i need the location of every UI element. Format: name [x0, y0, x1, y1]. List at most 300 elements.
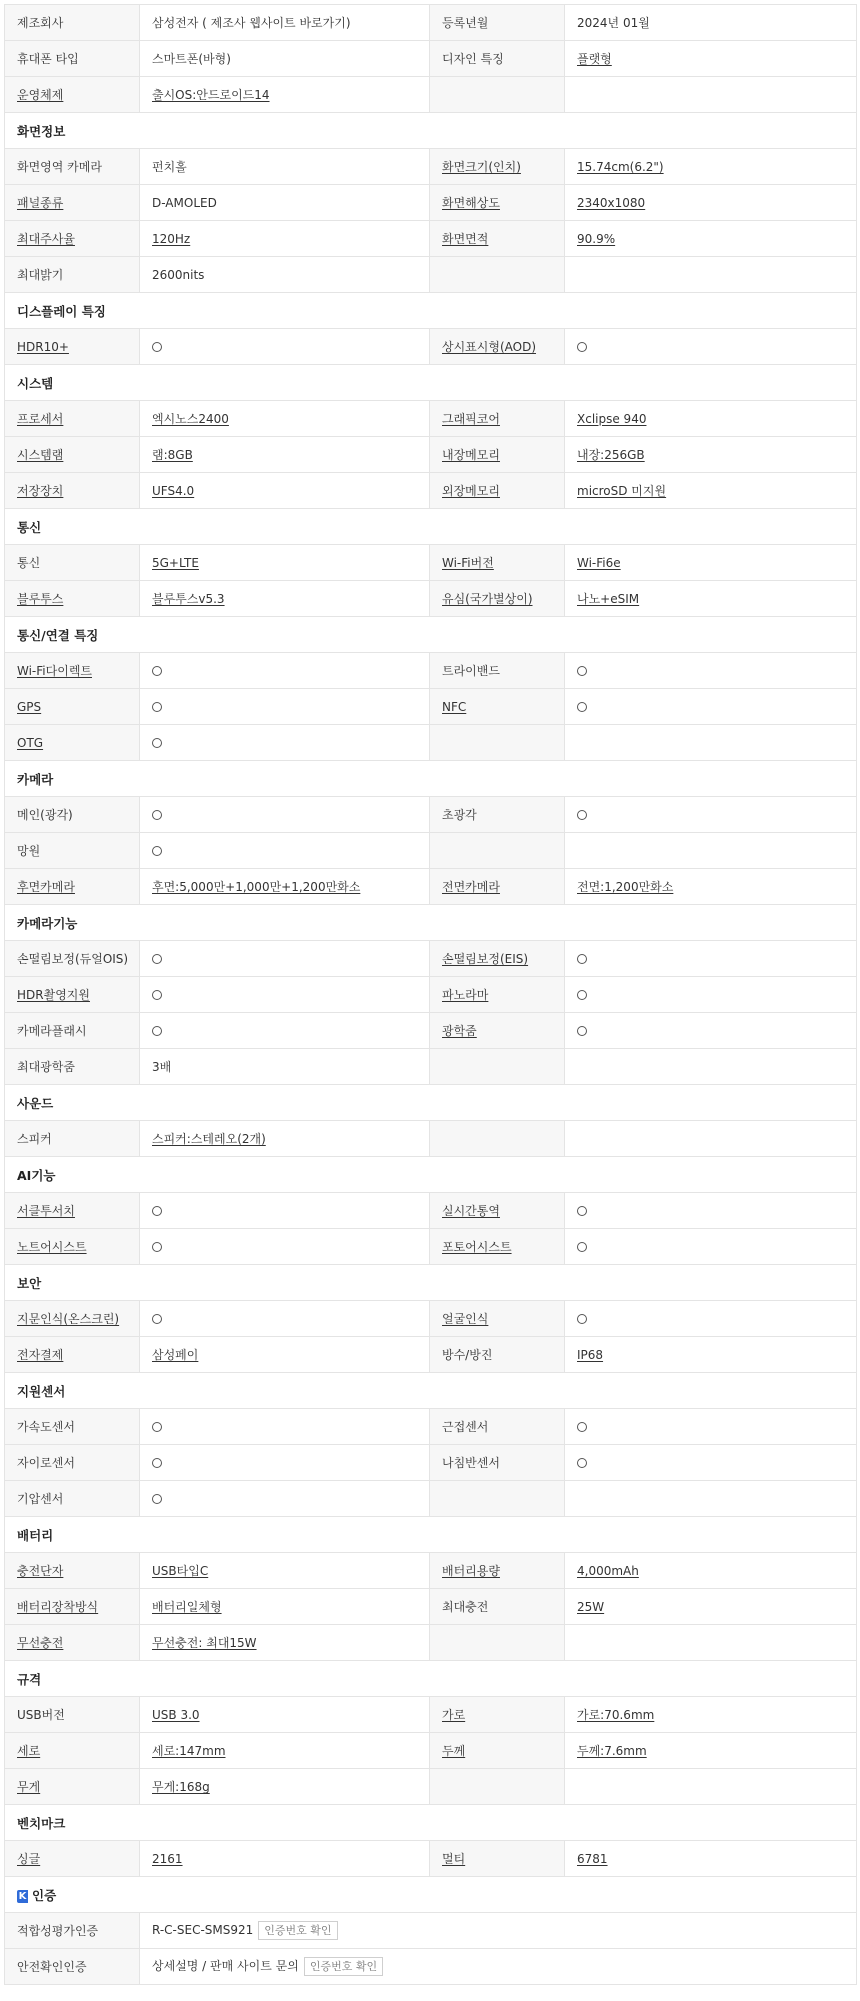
spec-label-cell [5, 977, 140, 1013]
spec-value[interactable]: 배터리일체형 [152, 1600, 222, 1614]
supported-circle-icon [577, 990, 587, 1000]
spec-value-cell [565, 257, 857, 293]
spec-value-cell [140, 1049, 430, 1085]
section-title-text: AI기능 [17, 1167, 56, 1183]
spec-label: 메인(광각) [17, 808, 73, 822]
supported-circle-icon [152, 990, 162, 1000]
spec-value-cell [565, 1013, 857, 1049]
spec-row [5, 1445, 857, 1481]
spec-value-cell [140, 1337, 430, 1373]
spec-value-cell [140, 1013, 430, 1049]
spec-value[interactable]: 플랫형 [577, 52, 612, 66]
spec-label[interactable]: 지문인식(온스크린) [17, 1312, 120, 1326]
spec-label: 최대밝기 [17, 268, 64, 282]
cert-label: 안전확인인증 [5, 1949, 140, 1985]
cert-value: R-C-SEC-SMS921 [152, 1923, 254, 1937]
spec-label: 트라이밴드 [442, 664, 500, 678]
spec-value-cell [140, 329, 430, 365]
spec-label[interactable]: 화면해상도 [442, 196, 500, 210]
spec-value[interactable]: 무게:168g [152, 1780, 210, 1794]
spec-value-cell [565, 185, 857, 221]
spec-value[interactable]: 2340x1080 [577, 195, 646, 210]
spec-label-cell [5, 1337, 140, 1373]
spec-value[interactable]: 후면:5,000만+1,000만+1,200만화소 [152, 880, 361, 894]
spec-value-cell [140, 1229, 430, 1265]
section-header-row [5, 1373, 857, 1409]
spec-value-cell [140, 437, 430, 473]
section-title [5, 1157, 857, 1193]
spec-label: 통신 [17, 556, 41, 570]
section-title [5, 1805, 857, 1841]
spec-label[interactable]: 무게 [17, 1780, 41, 1794]
spec-value-cell [140, 653, 430, 689]
supported-circle-icon [152, 1242, 162, 1252]
supported-circle-icon [577, 666, 587, 676]
spec-label-cell [5, 1553, 140, 1589]
spec-value-cell [565, 1481, 857, 1517]
spec-label[interactable]: 노트어시스트 [17, 1240, 87, 1254]
spec-value-cell [140, 833, 430, 869]
spec-label[interactable]: 내장메모리 [442, 448, 500, 462]
spec-value-cell [140, 1481, 430, 1517]
spec-value-cell [140, 545, 430, 581]
spec-label-cell [5, 941, 140, 977]
spec-value[interactable]: 두께:7.6mm [577, 1744, 647, 1758]
spec-value-cell [565, 581, 857, 617]
spec-label-cell [430, 725, 565, 761]
spec-label: USB버전 [17, 1708, 65, 1722]
spec-value[interactable]: 출시OS:안드로이드14 [152, 88, 270, 102]
spec-label-cell [5, 1193, 140, 1229]
spec-value-cell [140, 1841, 430, 1877]
spec-value-cell [140, 473, 430, 509]
spec-label-cell [430, 689, 565, 725]
spec-row [5, 1229, 857, 1265]
spec-row [5, 185, 857, 221]
spec-label-cell [430, 1229, 565, 1265]
spec-label-cell [430, 77, 565, 113]
spec-label: 휴대폰 타입 [17, 52, 79, 66]
spec-label-cell [5, 1625, 140, 1661]
spec-label[interactable]: 저장장치 [17, 484, 64, 498]
spec-value-cell [565, 833, 857, 869]
spec-label-cell [430, 1013, 565, 1049]
spec-row [5, 221, 857, 257]
verify-cert-number-button[interactable]: 인증번호 확인 [304, 1957, 383, 1976]
spec-label[interactable]: 패널종류 [17, 196, 64, 210]
spec-value-cell [565, 545, 857, 581]
section-header-row [5, 365, 857, 401]
spec-label[interactable]: 포토어시스트 [442, 1240, 512, 1254]
spec-label[interactable]: 시스템램 [17, 448, 64, 462]
spec-row [5, 41, 857, 77]
section-title [5, 1373, 857, 1409]
section-header-row [5, 1085, 857, 1121]
cert-value: 상세설명 / 판매 사이트 문의 [152, 1959, 299, 1973]
spec-value-cell [565, 5, 857, 41]
spec-label[interactable]: 서클투서치 [17, 1204, 75, 1218]
spec-label: 초광각 [442, 808, 477, 822]
spec-value[interactable]: 삼성페이 [152, 1348, 199, 1362]
verify-cert-number-button[interactable]: 인증번호 확인 [258, 1921, 337, 1940]
spec-value: D-AMOLED [152, 195, 217, 210]
spec-label-cell [5, 1229, 140, 1265]
spec-row [5, 869, 857, 905]
spec-label-cell [430, 1049, 565, 1085]
spec-value[interactable]: 무선충전: 최대15W [152, 1636, 257, 1650]
section-title [5, 365, 857, 401]
spec-value-cell [140, 977, 430, 1013]
spec-row [5, 1553, 857, 1589]
spec-value[interactable]: 120Hz [152, 231, 191, 246]
spec-value-cell [140, 1769, 430, 1805]
section-title [5, 1265, 857, 1301]
spec-label-cell [5, 5, 140, 41]
spec-label[interactable]: HDR10+ [17, 339, 69, 354]
section-header-row [5, 1805, 857, 1841]
spec-value[interactable]: 25W [577, 1599, 605, 1614]
spec-value-cell [140, 221, 430, 257]
spec-value-cell [565, 329, 857, 365]
spec-row [5, 977, 857, 1013]
section-title-text: 시스템 [17, 375, 54, 391]
spec-value-cell [565, 653, 857, 689]
spec-value-cell [140, 869, 430, 905]
spec-label-cell [430, 5, 565, 41]
spec-label[interactable]: 멀티 [442, 1852, 466, 1866]
spec-label-cell [430, 653, 565, 689]
spec-row [5, 1625, 857, 1661]
spec-label: 손떨림보정(듀얼OIS) [17, 952, 129, 966]
spec-label[interactable]: 광학줌 [442, 1024, 477, 1038]
spec-label: 스피커 [17, 1132, 52, 1146]
spec-row [5, 473, 857, 509]
spec-value-cell [565, 941, 857, 977]
section-header-row [5, 617, 857, 653]
section-header-row [5, 1265, 857, 1301]
spec-label-cell [430, 401, 565, 437]
certification-icon: K [18, 1890, 27, 1902]
spec-label[interactable]: 얼굴인식 [442, 1312, 489, 1326]
spec-label[interactable]: 화면크기(인치) [442, 160, 521, 174]
spec-value[interactable]: 6781 [577, 1851, 608, 1866]
spec-label: 최대충전 [442, 1600, 489, 1614]
spec-value-cell [565, 401, 857, 437]
spec-label: 카메라플래시 [17, 1024, 87, 1038]
spec-label-cell [430, 833, 565, 869]
spec-label-cell [5, 581, 140, 617]
supported-circle-icon [152, 702, 162, 712]
spec-label-cell [430, 977, 565, 1013]
spec-label-cell [430, 797, 565, 833]
section-title-text: 카메라기능 [17, 915, 78, 931]
section-title-text: 배터리 [17, 1527, 54, 1543]
spec-value[interactable]: 2161 [152, 1851, 183, 1866]
spec-label: 화면영역 카메라 [17, 160, 102, 174]
spec-label: 제조회사 [17, 16, 64, 30]
spec-row [5, 1697, 857, 1733]
spec-value[interactable]: UFS4.0 [152, 483, 195, 498]
spec-label-cell [5, 653, 140, 689]
section-header-row [5, 905, 857, 941]
spec-label[interactable]: 무선충전 [17, 1636, 64, 1650]
spec-label-cell [5, 329, 140, 365]
spec-label[interactable]: 최대주사율 [17, 232, 75, 246]
section-title-text: 통신 [17, 519, 42, 535]
spec-value-cell [140, 5, 430, 41]
spec-value-cell [140, 401, 430, 437]
section-header-row [5, 1517, 857, 1553]
spec-row [5, 545, 857, 581]
spec-label[interactable]: OTG [17, 735, 44, 750]
spec-label[interactable]: NFC [442, 699, 467, 714]
spec-value-cell [140, 1121, 430, 1157]
spec-value-cell [140, 41, 430, 77]
spec-label[interactable]: HDR촬영지원 [17, 988, 90, 1002]
section-title [5, 617, 857, 653]
spec-label-cell [430, 1301, 565, 1337]
spec-label: 최대광학줌 [17, 1060, 75, 1074]
spec-label-cell [430, 473, 565, 509]
spec-row [5, 257, 857, 293]
supported-circle-icon [152, 954, 162, 964]
spec-value[interactable]: 15.74cm(6.2") [577, 159, 664, 174]
spec-row [5, 329, 857, 365]
spec-label[interactable]: 배터리용량 [442, 1564, 500, 1578]
spec-value-cell [565, 1121, 857, 1157]
spec-value: 3배 [152, 1060, 172, 1074]
spec-row [5, 1409, 857, 1445]
spec-label[interactable]: 유심(국가별상이) [442, 592, 533, 606]
spec-value-cell [565, 869, 857, 905]
spec-value-cell [140, 941, 430, 977]
spec-row [5, 581, 857, 617]
supported-circle-icon [577, 810, 587, 820]
spec-value-cell [140, 797, 430, 833]
spec-value[interactable]: 세로:147mm [152, 1744, 226, 1758]
section-title-text: 벤치마크 [17, 1815, 66, 1831]
spec-label-cell [430, 1481, 565, 1517]
spec-label[interactable]: 실시간통역 [442, 1204, 500, 1218]
spec-label-cell [5, 833, 140, 869]
spec-label[interactable]: 외장메모리 [442, 484, 500, 498]
supported-circle-icon [577, 1242, 587, 1252]
spec-row [5, 1337, 857, 1373]
spec-label: 방수/방진 [442, 1348, 493, 1362]
spec-label[interactable]: 손떨림보정(EIS) [442, 952, 529, 966]
supported-circle-icon [152, 1494, 162, 1504]
spec-value[interactable]: 5G+LTE [152, 555, 199, 570]
cert-value-cell [140, 1913, 857, 1949]
spec-label-cell [430, 437, 565, 473]
spec-label: 자이로센서 [17, 1456, 75, 1470]
spec-value[interactable]: IP68 [577, 1347, 604, 1362]
spec-label[interactable]: 전면카메라 [442, 880, 500, 894]
supported-circle-icon [152, 810, 162, 820]
spec-row [5, 77, 857, 113]
supported-circle-icon [577, 342, 587, 352]
spec-label-cell [430, 545, 565, 581]
spec-value-cell [565, 1589, 857, 1625]
spec-value-cell [565, 1229, 857, 1265]
spec-label[interactable]: 운영체제 [17, 88, 64, 102]
spec-label[interactable]: 배터리장착방식 [17, 1600, 99, 1614]
spec-value-cell [140, 149, 430, 185]
spec-value-cell [140, 1193, 430, 1229]
section-header-row [5, 1877, 857, 1913]
spec-value-cell [565, 1409, 857, 1445]
spec-row [5, 653, 857, 689]
cert-value-cell [140, 1949, 857, 1985]
spec-value: 펀치홀 [152, 160, 187, 174]
spec-value: 2024년 01월 [577, 16, 650, 30]
spec-value[interactable]: 블루투스v5.3 [152, 592, 225, 606]
spec-label-cell [5, 1841, 140, 1877]
spec-value-cell [140, 185, 430, 221]
spec-value-cell [565, 1193, 857, 1229]
spec-label-cell [5, 41, 140, 77]
spec-label[interactable]: 세로 [17, 1744, 41, 1758]
spec-label-cell [5, 1481, 140, 1517]
supported-circle-icon [152, 846, 162, 856]
spec-value-cell [140, 725, 430, 761]
spec-label-cell [430, 1445, 565, 1481]
spec-value-cell [565, 41, 857, 77]
spec-value-cell [565, 1841, 857, 1877]
spec-label-cell [5, 149, 140, 185]
section-title-text: 규격 [17, 1671, 42, 1687]
spec-label-cell [430, 869, 565, 905]
spec-row [5, 1769, 857, 1805]
spec-label-cell [5, 1445, 140, 1481]
spec-value[interactable]: USB 3.0 [152, 1707, 200, 1722]
spec-label: 등록년월 [442, 16, 489, 30]
spec-value-cell [140, 1733, 430, 1769]
supported-circle-icon [577, 1206, 587, 1216]
spec-label-cell [5, 689, 140, 725]
spec-label[interactable]: 가로 [442, 1708, 466, 1722]
spec-row [5, 797, 857, 833]
spec-row [5, 689, 857, 725]
spec-row [5, 149, 857, 185]
spec-row [5, 833, 857, 869]
spec-value[interactable]: microSD 미지원 [577, 484, 667, 498]
spec-row [5, 725, 857, 761]
spec-label[interactable]: 두께 [442, 1744, 466, 1758]
spec-label[interactable]: Wi-Fi다이렉트 [17, 664, 92, 678]
spec-label[interactable]: 프로세서 [17, 412, 64, 426]
supported-circle-icon [577, 702, 587, 712]
supported-circle-icon [577, 1458, 587, 1468]
spec-value[interactable]: 가로:70.6mm [577, 1708, 655, 1722]
spec-value-cell [565, 977, 857, 1013]
spec-label[interactable]: 후면카메라 [17, 880, 75, 894]
spec-label-cell [430, 1769, 565, 1805]
spec-label[interactable]: 상시표시형(AOD) [442, 340, 537, 354]
spec-table-body [5, 5, 857, 1985]
spec-label[interactable]: 싱글 [17, 1852, 41, 1866]
spec-value-cell [140, 689, 430, 725]
spec-value[interactable]: 엑시노스2400 [152, 412, 229, 426]
spec-value-cell [565, 1337, 857, 1373]
spec-label-cell [430, 1841, 565, 1877]
spec-value-cell [140, 257, 430, 293]
spec-label-cell [5, 473, 140, 509]
spec-label-cell [5, 1733, 140, 1769]
section-title-text: 화면정보 [17, 123, 66, 139]
spec-label-cell [430, 1409, 565, 1445]
spec-label[interactable]: GPS [17, 699, 42, 714]
section-header-row [5, 761, 857, 797]
spec-label: 기압센서 [17, 1492, 64, 1506]
spec-value[interactable]: Wi-Fi6e [577, 555, 621, 570]
cert-row [5, 1913, 857, 1949]
supported-circle-icon [577, 1026, 587, 1036]
spec-label[interactable]: 파노라마 [442, 988, 489, 1002]
spec-value[interactable]: 4,000mAh [577, 1563, 639, 1578]
spec-value[interactable]: 나노+eSIM [577, 592, 640, 606]
spec-label-cell [5, 1409, 140, 1445]
section-title-text: 지원센서 [17, 1383, 66, 1399]
spec-row [5, 1193, 857, 1229]
section-title [5, 1085, 857, 1121]
spec-label-cell [5, 545, 140, 581]
section-title [5, 1877, 857, 1913]
spec-row [5, 5, 857, 41]
spec-value[interactable]: 스피커:스테레오(2개) [152, 1132, 266, 1146]
section-title [5, 761, 857, 797]
spec-value-cell [565, 1625, 857, 1661]
spec-value[interactable]: USB타입C [152, 1564, 209, 1578]
spec-value-cell [140, 1445, 430, 1481]
supported-circle-icon [152, 1422, 162, 1432]
spec-label[interactable]: Wi-Fi버전 [442, 556, 494, 570]
spec-row [5, 1481, 857, 1517]
spec-value-cell [140, 581, 430, 617]
spec-label[interactable]: 그래픽코어 [442, 412, 500, 426]
spec-value[interactable]: 내장:256GB [577, 448, 645, 462]
spec-label[interactable]: 화면면적 [442, 232, 489, 246]
spec-value-cell [565, 689, 857, 725]
spec-label-cell [430, 329, 565, 365]
supported-circle-icon [152, 738, 162, 748]
spec-value-cell [140, 77, 430, 113]
spec-label-cell [430, 1697, 565, 1733]
spec-value[interactable]: 램:8GB [152, 448, 193, 462]
spec-label[interactable]: 전자결제 [17, 1348, 64, 1362]
spec-value-cell [565, 725, 857, 761]
spec-row [5, 1301, 857, 1337]
spec-label-cell [430, 1733, 565, 1769]
spec-value[interactable]: 전면:1,200만화소 [577, 880, 674, 894]
spec-label-cell [5, 437, 140, 473]
cert-row [5, 1949, 857, 1985]
spec-value-cell [140, 1589, 430, 1625]
section-title-text: 인증 [32, 1887, 57, 1903]
spec-value-cell [140, 1553, 430, 1589]
spec-label-cell [5, 257, 140, 293]
spec-value-cell [565, 1769, 857, 1805]
spec-label-cell [5, 1049, 140, 1085]
spec-label-cell [430, 41, 565, 77]
spec-value[interactable]: 90.9% [577, 231, 616, 246]
spec-value-cell [565, 221, 857, 257]
spec-row [5, 437, 857, 473]
spec-label[interactable]: 충전단자 [17, 1564, 64, 1578]
spec-row [5, 401, 857, 437]
spec-label[interactable]: 블루투스 [17, 592, 64, 606]
spec-value[interactable]: Xclipse 940 [577, 411, 647, 426]
